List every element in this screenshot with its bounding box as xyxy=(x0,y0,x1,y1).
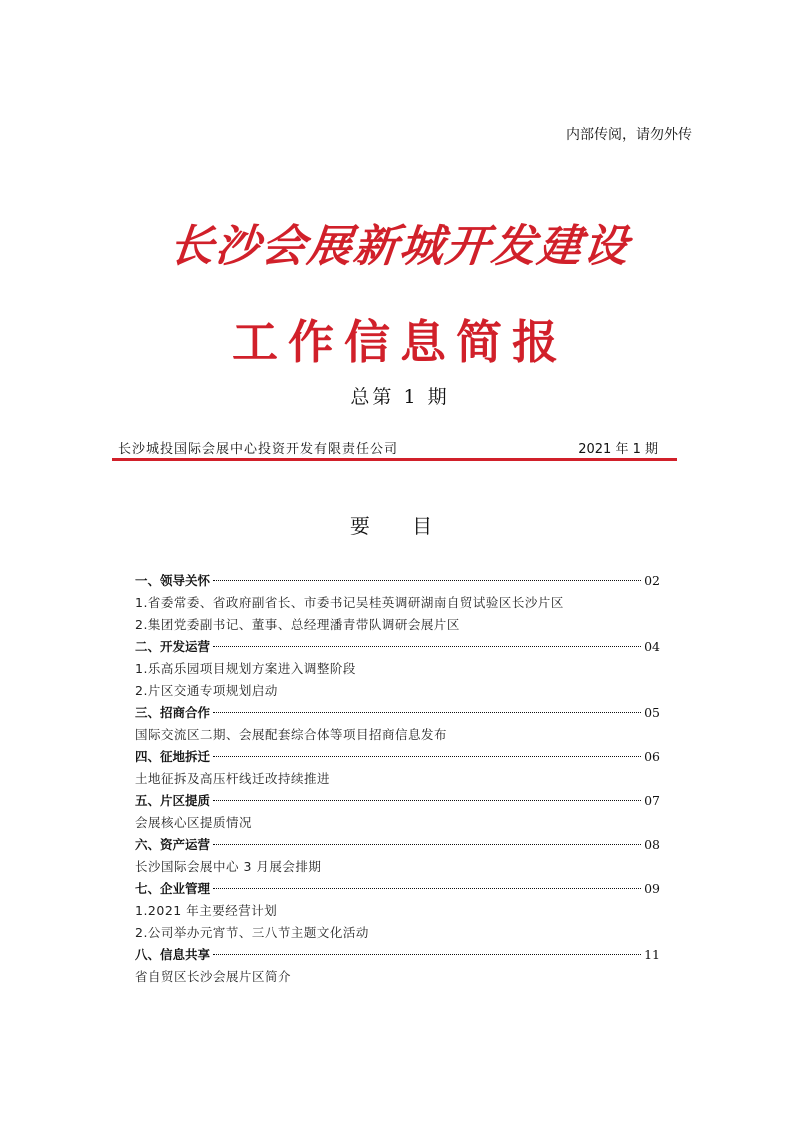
publisher-name: 长沙城投国际会展中心投资开发有限责任公司 xyxy=(118,442,399,457)
toc-item[interactable]: 1.2021 年主要经营计划 xyxy=(135,903,278,918)
toc-item[interactable]: 2.公司举办元宵节、三八节主题文化活动 xyxy=(135,925,369,940)
toc-item[interactable]: 土地征拆及高压杆线迁改持续推进 xyxy=(135,771,331,786)
dot-leader xyxy=(213,954,641,955)
toc-section-label: 六、资产运营 xyxy=(135,837,211,852)
internal-circulation-notice: 内部传阅，请勿外传 xyxy=(566,127,692,143)
toc-section-label: 七、企业管理 xyxy=(135,881,211,896)
toc-page-number: 04 xyxy=(644,639,660,654)
toc-section-label: 五、片区提质 xyxy=(135,793,211,808)
toc-section-label: 一、领导关怀 xyxy=(135,573,211,588)
toc-item[interactable]: 会展核心区提质情况 xyxy=(135,815,253,830)
toc-item[interactable]: 国际交流区二期、会展配套综合体等项目招商信息发布 xyxy=(135,727,448,742)
toc-page-number: 06 xyxy=(644,749,660,764)
toc-item[interactable]: 2.片区交通专项规划启动 xyxy=(135,683,278,698)
toc-page-number: 05 xyxy=(644,705,660,720)
toc-section-label: 二、开发运营 xyxy=(135,639,211,654)
toc-section-heading[interactable] xyxy=(135,944,660,966)
masthead-subtitle: 工作信息简报 xyxy=(232,315,568,369)
red-divider xyxy=(112,458,677,461)
dot-leader xyxy=(213,888,641,889)
toc-section-heading[interactable] xyxy=(135,636,660,658)
toc-section-heading[interactable] xyxy=(135,790,660,812)
dot-leader xyxy=(213,646,641,647)
toc-page-number: 09 xyxy=(644,881,660,896)
dot-leader xyxy=(213,712,641,713)
dot-leader xyxy=(213,844,641,845)
toc-section-heading[interactable] xyxy=(135,878,660,900)
issue-number: 总第 1 期 xyxy=(350,386,450,408)
toc-item[interactable]: 1.乐高乐园项目规划方案进入调整阶段 xyxy=(135,661,356,676)
toc-section-heading[interactable] xyxy=(135,702,660,724)
dot-leader xyxy=(213,756,641,757)
toc-item[interactable]: 省自贸区长沙会展片区简介 xyxy=(135,969,292,984)
toc-item[interactable]: 1.省委常委、省政府副省长、市委书记吴桂英调研湖南自贸试验区长沙片区 xyxy=(135,595,564,610)
dot-leader xyxy=(213,800,641,801)
toc-page-number: 02 xyxy=(644,573,660,588)
toc-page-number: 11 xyxy=(644,947,660,962)
toc-title: 要 目 xyxy=(349,514,451,538)
toc-page-number: 08 xyxy=(644,837,660,852)
toc-section-label: 三、招商合作 xyxy=(135,705,211,720)
toc-item[interactable]: 2.集团党委副书记、董事、总经理潘青带队调研会展片区 xyxy=(135,617,460,632)
toc-section-heading[interactable] xyxy=(135,834,660,856)
masthead-title: 长沙会展新城开发建设 xyxy=(166,221,633,272)
toc-page-number: 07 xyxy=(644,793,660,808)
table-of-contents xyxy=(135,570,660,988)
toc-section-heading[interactable] xyxy=(135,746,660,768)
toc-section-label: 八、信息共享 xyxy=(135,947,211,962)
toc-section-heading[interactable] xyxy=(135,570,660,592)
dot-leader xyxy=(213,580,641,581)
toc-item[interactable]: 长沙国际会展中心 3 月展会排期 xyxy=(135,859,322,874)
issue-date: 2021 年 1 期 xyxy=(578,442,658,457)
toc-section-label: 四、征地拆迁 xyxy=(135,749,211,764)
